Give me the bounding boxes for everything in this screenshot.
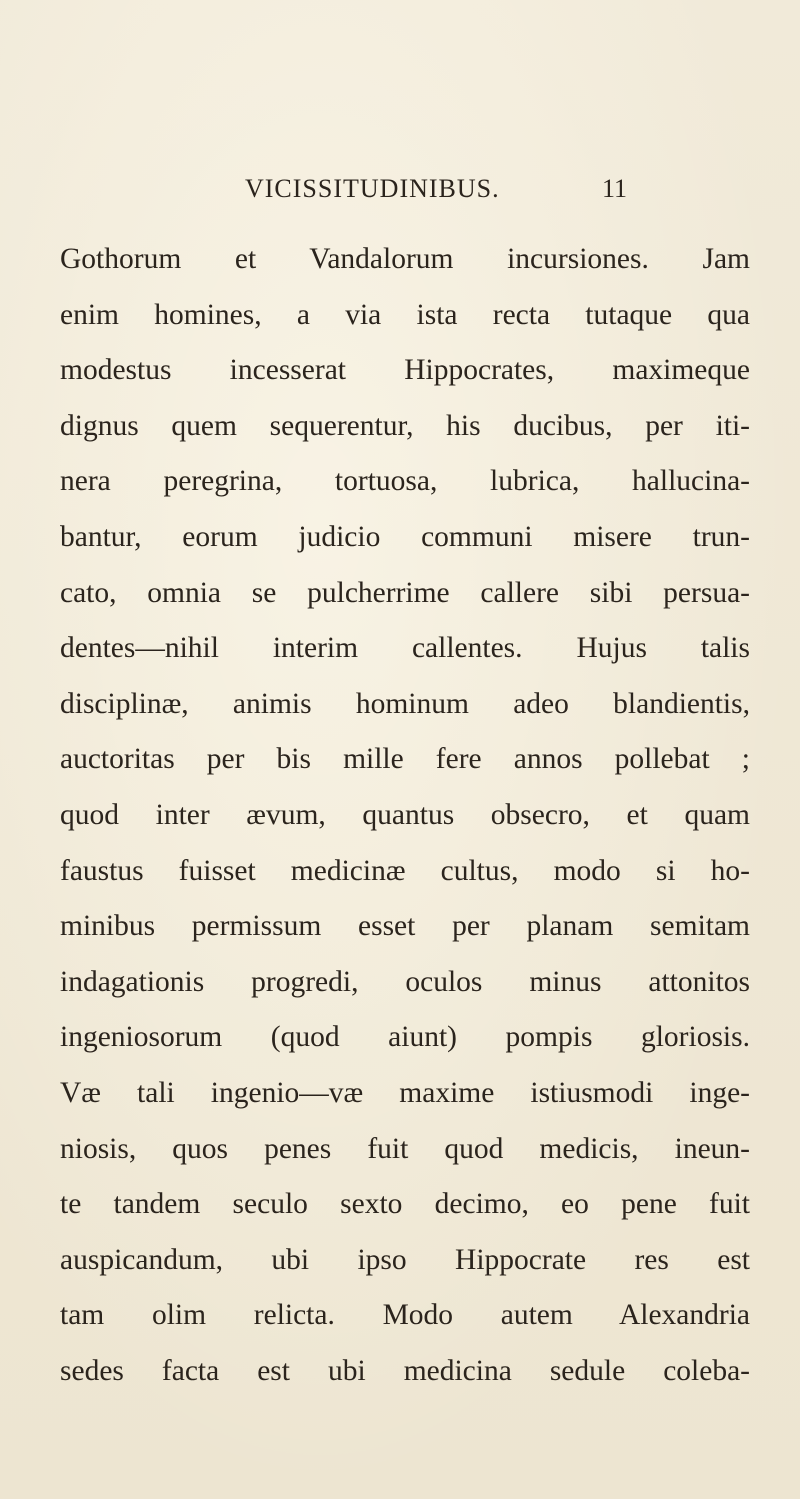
text-line: enim homines, a via ista recta tutaque qua	[60, 298, 750, 331]
page-number: 11	[602, 174, 628, 203]
text-line: bantur, eorum judicio communi misere trun-	[60, 520, 750, 553]
text-line: ingeniosorum (quod aiunt) pompis gloriosis.	[60, 1021, 750, 1054]
running-head	[0, 164, 800, 204]
text-line: niosis, quos penes fuit quod medicis, ineun-	[60, 1132, 750, 1165]
text-line: faustus fuisset medicinæ cultus, modo si ho-	[60, 854, 750, 887]
text-line: minibus permissum esset per planam semitam	[60, 910, 750, 943]
text-line: disciplinæ, animis hominum adeo blandientis,	[60, 687, 750, 720]
text-line: dentes—nihil interim callentes. Hujus talis	[60, 632, 750, 665]
text-line: tam olim relicta. Modo autem Alexandria	[60, 1299, 750, 1332]
text-line: te tandem seculo sexto decimo, eo pene fuit	[60, 1188, 750, 1221]
text-line: auctoritas per bis mille fere annos pollebat ;	[60, 743, 750, 776]
text-line: auspicandum, ubi ipso Hippocrate res est	[60, 1243, 750, 1276]
running-title: VICISSITUDINIBUS.	[245, 174, 500, 203]
text-line: Væ tali ingenio—væ maxime istiusmodi inge-	[60, 1076, 750, 1109]
text-line: dignus quem sequerentur, his ducibus, per iti-	[60, 409, 750, 442]
text-line: modestus incesserat Hippocrates, maximeque	[60, 354, 750, 387]
text-line: nera peregrina, tortuosa, lubrica, hallucina-	[60, 465, 750, 498]
text-line: sedes facta est ubi medicina sedule coleba-	[60, 1354, 750, 1387]
text-line: cato, omnia se pulcherrime callere sibi persua-	[60, 576, 750, 609]
text-line: Gothorum et Vandalorum incursiones. Jam	[60, 243, 750, 275]
body-text	[60, 232, 750, 1399]
text-line: indagationis progredi, oculos minus attonitos	[60, 965, 750, 998]
text-line: quod inter ævum, quantus obsecro, et quam	[60, 798, 750, 831]
